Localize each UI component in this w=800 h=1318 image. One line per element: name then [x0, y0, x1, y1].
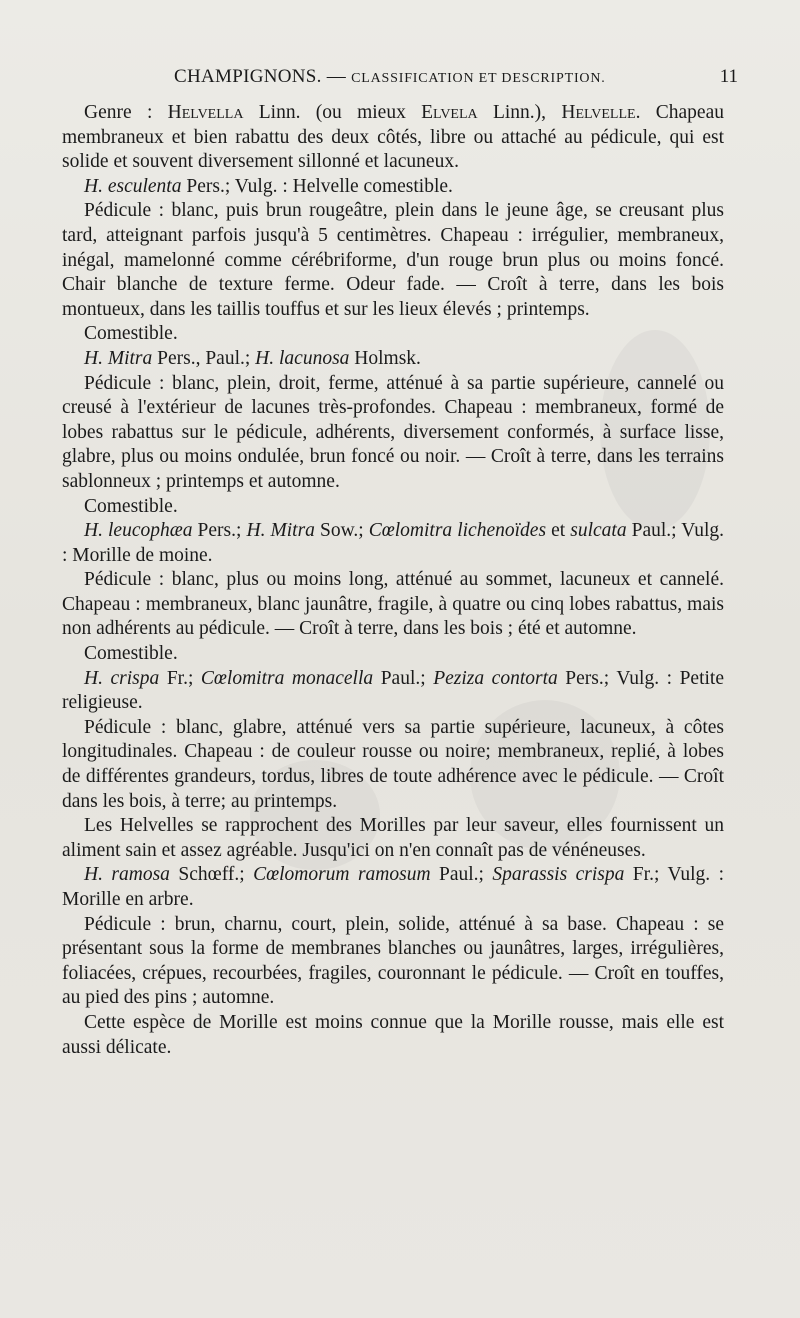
edibility-label: Comestible. [84, 323, 178, 345]
species-heading: H. crispa Fr.; Cœlomitra monacella Paul.; Peziza contorta Pers.; Vulg. : Petite religieuse. [62, 667, 724, 714]
species-heading: H. esculenta Pers.; Vulg. : Helvelle comestible. [84, 175, 453, 197]
species-note: Cette espèce de Morille est moins connue que la Morille rousse, mais elle est aussi délicate. [62, 1011, 724, 1058]
section-title: CLASSIFICATION ET DESCRIPTION. [351, 71, 606, 86]
edibility-label: Comestible. [84, 495, 178, 517]
edibility-label: Comestible. [84, 643, 178, 665]
running-header [0, 66, 800, 92]
species-description: Pédicule : blanc, puis brun rougeâtre, plein dans le jeune âge, se creusant plus tard, atteignant parfois jusqu'à 5 centimètres. Chapeau : irrégulier, membraneux, inégal, mamelonné comme cérébriforme, d'un rouge brun plus ou moins foncé. Chair blanche de texture ferme. Odeur fade. — Croît à terre, dans les bois montueux, dans les taillis touffus et sur les lieux élevés ; printemps. [62, 200, 724, 320]
species-description: Pédicule : blanc, plein, droit, ferme, atténué à sa partie supérieure, cannelé ou creusé à l'extérieur de lacunes très-profondes. Chapeau : membraneux, formé de lobes rabattus sur le pédicule, adhérents, diversement conformés, à surface lisse, glabre, plus ou moins ondulée, brun foncé ou noir. — Croît à terre, dans les terrains sablonneux ; printemps et automne. [62, 372, 724, 492]
species-heading: H. Mitra Pers., Paul.; H. lacunosa Holmsk. [84, 347, 421, 369]
species-description: Pédicule : blanc, glabre, atténué vers sa partie supérieure, lacuneux, à côtes longitudinales. Chapeau : de couleur rousse ou noire; membraneux, replié, à lobes de différentes grandeurs, tordus, libres de toute adhérence avec le pédicule. — Croît dans les bois, à terre; au printemps. [62, 716, 724, 812]
running-title: CHAMPIGNONS. — CLASSIFICATION ET DESCRIPTION. [174, 66, 606, 87]
species-heading: H. leucophæa Pers.; H. Mitra Sow.; Cœlomitra lichenoïdes et sulcata Paul.; Vulg. : Morille de moine. [62, 520, 724, 566]
genus-paragraph: Genre : Helvella Linn. (ou mieux Elvela Linn.), Helvelle. Chapeau membraneux et bien rabattu des deux côtés, libre ou attaché au pédicule, qui est solide et souvent diversement sillonné et lacuneux. [62, 102, 724, 173]
page-body [62, 101, 724, 1060]
species-heading: H. ramosa Schœff.; Cœlomorum ramosum Paul.; Sparassis crispa Fr.; Vulg. : Morille en arbre. [62, 864, 725, 910]
page-number: 11 [719, 66, 738, 87]
species-note: Les Helvelles se rapprochent des Morilles par leur saveur, elles fournissent un aliment sain et assez agréable. Jusqu'ici on n'en connaît pas de vénéneuses. [62, 815, 724, 861]
species-description: Pédicule : brun, charnu, court, plein, solide, atténué à sa base. Chapeau : se présentant sous la forme de membranes blanches ou jaunâtres, larges, irrégulières, foliacées, crépues, recourbées, fragiles, couronnant le pédicule. — Croît en touffes, au pied des pins ; automne. [62, 913, 724, 1009]
species-description: Pédicule : blanc, plus ou moins long, atténué au sommet, lacuneux et cannelé. Chapeau : membraneux, blanc jaunâtre, fragile, à quatre ou cinq lobes rabattus, mais non adhérents au pédicule. — Croît à terre, dans les bois ; été et automne. [62, 569, 724, 640]
